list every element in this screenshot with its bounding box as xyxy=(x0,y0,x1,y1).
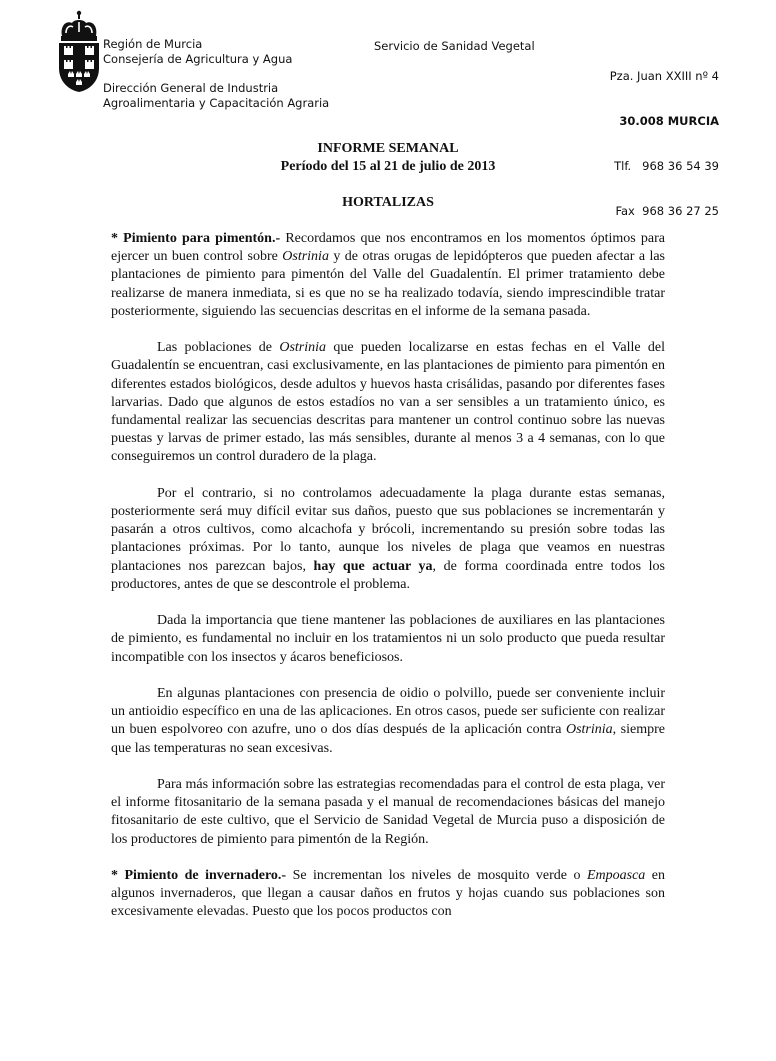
header-region: Región de Murcia xyxy=(103,37,203,51)
report-body xyxy=(111,230,665,940)
paragraph-text: Se incrementan los niveles de mosquito verde o xyxy=(286,868,587,884)
report-title: INFORME SEMANAL xyxy=(317,141,459,156)
paragraph-text: Dada la importancia que tiene mantener las poblaciones de auxiliares en las plantaciones de pimiento, es fundamental no incluir en los tratamientos ni un solo producto que pueda resultar incompatible con los insectos y ácaros beneficiosos. xyxy=(111,613,665,665)
emphasis-text: hay que actuar ya xyxy=(313,558,433,574)
species-name: Empoasca xyxy=(586,868,646,884)
paragraph-text: Por el contrario, si no controlamos adecuadamente la plaga durante estas semanas, posteriormente será muy difícil evitar sus daños, puesto que sus poblaciones se incrementarán y pasarán a otros cultivos, como alcachofa y brócoli, incrementando su presión sobre todas las plantaciones próximas. Por lo tanto, aunque los niveles de plaga que veamos en nuestras plantaciones nos parezcan bajos, xyxy=(111,485,665,574)
species-name: Ostrinia xyxy=(282,249,329,265)
paragraph-lead: * Pimiento para pimentón.- xyxy=(111,231,281,246)
header-fax: Fax 968 36 27 25 xyxy=(615,204,719,218)
header-institution xyxy=(103,37,329,111)
region-coat-of-arms-icon xyxy=(56,10,102,94)
species-name: Ostrinia xyxy=(279,340,327,356)
paragraph-contrario xyxy=(111,485,665,594)
header-service: Servicio de Sanidad Vegetal xyxy=(374,39,535,53)
paragraph-pimiento-pimenton xyxy=(111,230,665,321)
paragraph-text: Para más información sobre las estrategias recomendadas para el control de esta plaga, ver el informe fitosanitario de la semana pasada y el manual de recomendaciones básicas del manejo fitosanitario de este cultivo, que el Servicio de Sanidad Vegetal de Murcia puso a disposición de los productores de pimiento para pimentón de la Región. xyxy=(111,777,665,847)
header-address: Pza. Juan XXIII nº 4 xyxy=(609,69,719,83)
header-directorate-line2: Agroalimentaria y Capacitación Agraria xyxy=(103,96,330,110)
report-period: Período del 15 al 21 de julio de 2013 xyxy=(280,159,496,174)
species-name: Ostrinia xyxy=(565,722,613,738)
paragraph-informacion xyxy=(111,776,665,849)
paragraph-pimiento-invernadero xyxy=(111,867,665,922)
header-directorate-line1: Dirección General de Industria xyxy=(103,81,279,95)
paragraph-poblaciones xyxy=(111,339,665,466)
paragraph-lead: * Pimiento de invernadero.- xyxy=(111,868,287,884)
paragraph-text: y de otras orugas de lepidópteros que pueden afectar a las plantaciones de pimiento para pimentón del Valle del Guadalentín. El primer tratamiento debe realizarse de manera inmediata, si es que no se ha realizado todavía, siendo imprescindible tratar posteriormente, siguiendo las secuencias descritas en el informe de la semana pasada. xyxy=(111,249,665,319)
section-title: HORTALIZAS xyxy=(342,195,434,210)
header-ministry: Consejería de Agricultura y Agua xyxy=(103,52,293,66)
paragraph-text: En algunas plantaciones con presencia de oidio o polvillo, puede ser conveniente incluir un antioidio específico en una de las aplicaciones. En otros casos, puede ser suficiente con realizar un buen espolvoreo con azufre, uno o dos días después de la aplicación contra xyxy=(111,686,665,738)
header-phone: Tlf. 968 36 54 39 xyxy=(614,159,719,173)
paragraph-text: Las poblaciones de xyxy=(157,340,280,356)
paragraph-oidio xyxy=(111,685,665,758)
paragraph-auxiliares xyxy=(111,612,665,667)
paragraph-text: Recordamos que nos encontramos en los momentos óptimos para ejercer un buen control sobre xyxy=(111,231,665,265)
paragraph-text: , de forma coordinada entre todos los productores, antes de que se descontrole el problema. xyxy=(111,558,665,592)
paragraph-text: , siempre que las temperaturas no sean excesivas. xyxy=(111,722,665,756)
header-city: 30.008 MURCIA xyxy=(619,114,719,128)
paragraph-text: que pueden localizarse en estas fechas en el Valle del Guadalentín se encuentran, casi exclusivamente, en las plantaciones de pimiento para pimentón en diferentes estados biológicos, desde adultos y huevos hasta crisálidas, pasando por diferentes fases larvarias. Dado que algunos de estos estadíos no van a ser sensibles a un tratamiento único, es fundamental realizar las secuencias descritas para mantener un control continuo sobre las nuevas puestas y larvas de primer estado, las más sensibles, durante al menos 3 a 4 semanas, con lo que conseguiremos un control duradero de la plaga. xyxy=(111,340,666,465)
paragraph-text: en algunos invernaderos, que llegan a causar daños en frutos y hojas cuando sus poblaciones son excesivamente elevadas. Puesto que los pocos productos con xyxy=(111,868,665,920)
